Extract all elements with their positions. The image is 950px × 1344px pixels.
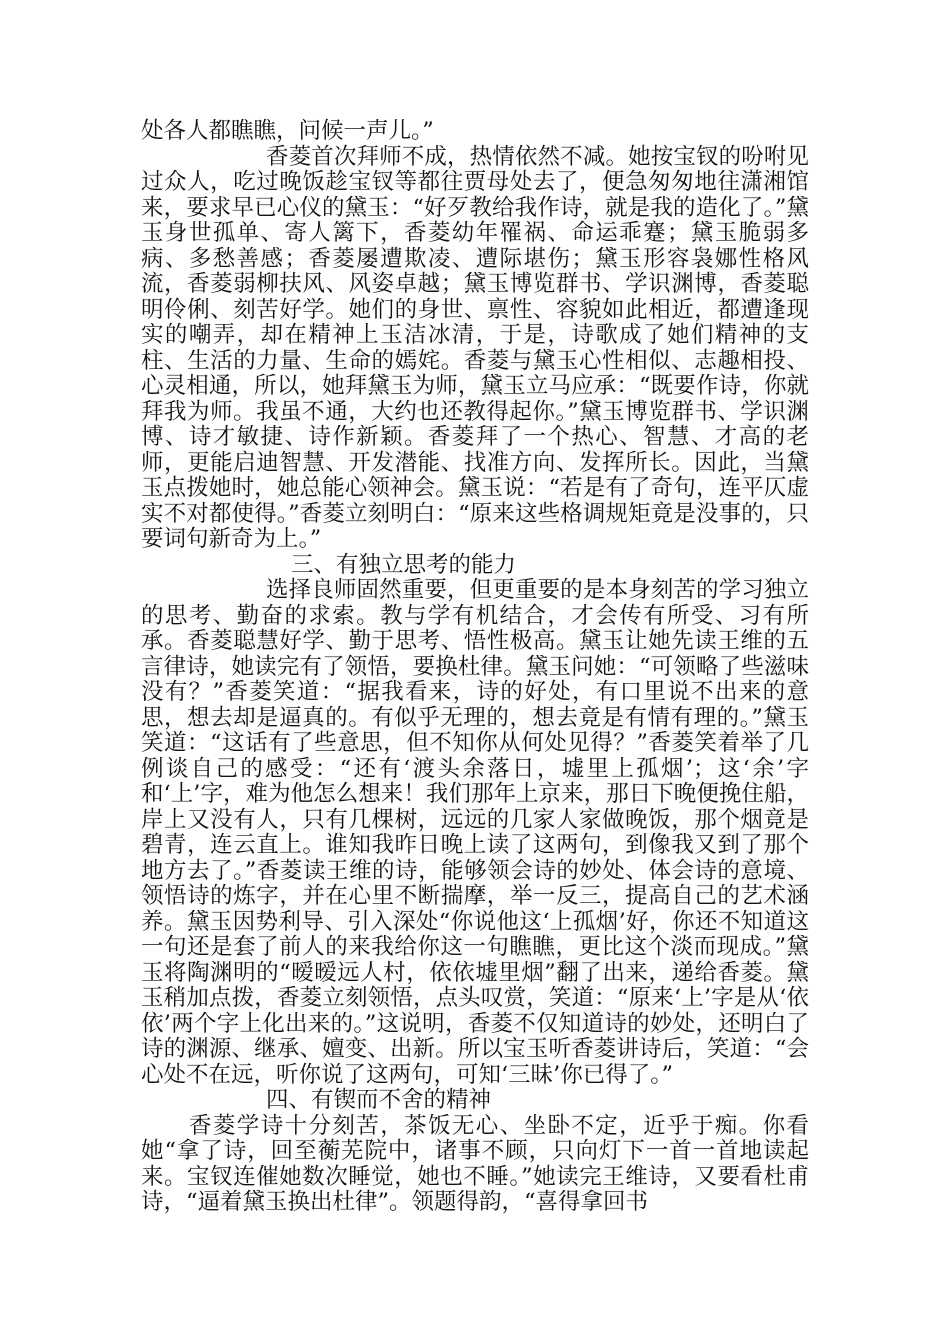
paragraph-first-lesson: 香菱首次拜师不成，热情依然不减。她按宝钗的吩咐见过众人，吃过晚饭趁宝钗等都往贾母处去了，便急匆匆地往潇湘馆来，要求早已心仪的黛玉：“好歹教给我作诗，就是我的造化了。”黛玉身世孤单、寄人篱下，香菱幼年罹祸、命运乖蹇；黛玉脆弱多病、多愁善感；香菱屡遭欺凌、遭际堪伤；黛玉形容袅娜性格风流，香菱弱柳扶风、风姿卓越；黛玉博览群书、学识渊博，香菱聪明伶俐、刻苦好学。她们的身世、禀性、容貌如此相近，都遭逢现实的嘲弄，却在精神上玉洁冰清，于是，诗歌成了她们精神的支柱、生活的力量、生命的嫣姹。香菱与黛玉心性相似、志趣相投、心灵相通，所以，她拜黛玉为师，黛玉立马应承：“既要作诗，你就拜我为师。我虽不通，大约也还教得起你。”黛玉博览群书、学识渊博、诗才敏捷、诗作新颖。香菱拜了一个热心、智慧、才高的老师，更能启迪智慧、开发潜能、找准方向、发挥所长。因此，当黛玉点拨她时，她总能心领神会。黛玉说：“若是有了奇句，连平仄虚实不对都使得。”香菱立刻明白：“原来这些格调规矩竟是没事的，只要词句新奇为上。” bbox=[141, 143, 809, 552]
paragraph-independent-thinking: 选择良师固然重要，但更重要的是本身刻苦的学习独立的思考、勤奋的求索。教与学有机结合，才会传有所受、习有所承。香菱聪慧好学、勤于思考、悟性极高。黛玉让她先读王维的五言律诗，她读完有了领悟，要换杜律。黛玉问她：“可领略了些滋味没有？”香菱笑道：“据我看来，诗的好处，有口里说不出来的意思，想去却是逼真的。有似乎无理的，想去竟是有情有理的。”黛玉笑道：“这话有了些意思，但不知你从何处见得？”香菱笑着举了几例谈自己的感受：“还有‘渡头余落日，墟里上孤烟’；这‘余’字和‘上’字，难为他怎么想来！我们那年上京来，那日下晚便挽住船，岸上又没有人，只有几棵树，远远的几家人家做晚饭，那个烟竟是碧青，连云直上。谁知我昨日晚上读了这两句，到像我又到了那个地方去了。”香菱读王维的诗，能够领会诗的妙处、体会诗的意境、领悟诗的炼字，并在心里不断揣摩，举一反三，提高自己的艺术涵养。黛玉因势利导、引入深处“你说他这‘上孤烟’好，你还不知道这一句还是套了前人的来我给你这一句瞧瞧，更比这个淡而现成。”黛玉将陶渊明的“暧暧远人村，依依墟里烟”翻了出来，递给香菱。黛玉稍加点拨，香菱立刻领悟，点头叹赏，笑道：“原来‘上’字是从‘依依’两个字上化出来的。”这说明，香菱不仅知道诗的妙处，还明白了诗的渊源、继承、嬗变、出新。所以宝玉听香菱讲诗后，笑道：“会心处不在远，听你说了这两句，可知‘三昧’你已得了。” bbox=[141, 577, 809, 1088]
document-page bbox=[141, 119, 809, 1216]
paragraph-continuation: 处各人都瞧瞧，问候一声儿。” bbox=[141, 118, 434, 144]
section-heading-3: 三、有独立思考的能力 bbox=[291, 551, 517, 578]
section-heading-4: 四、有锲而不舍的精神 bbox=[266, 1087, 492, 1113]
paragraph-perseverance: 香菱学诗十分刻苦，茶饭无心、坐卧不定，近乎于痴。你看她“拿了诗，回至蘅芜院中，诸事不顾，只向灯下一首一首地读起来。宝钗连催她数次睡觉，她也不睡。”她读完王维诗，又要看杜甫诗，“逼着黛玉换出杜律”。领题得韵，“喜得拿回书 bbox=[141, 1112, 809, 1215]
